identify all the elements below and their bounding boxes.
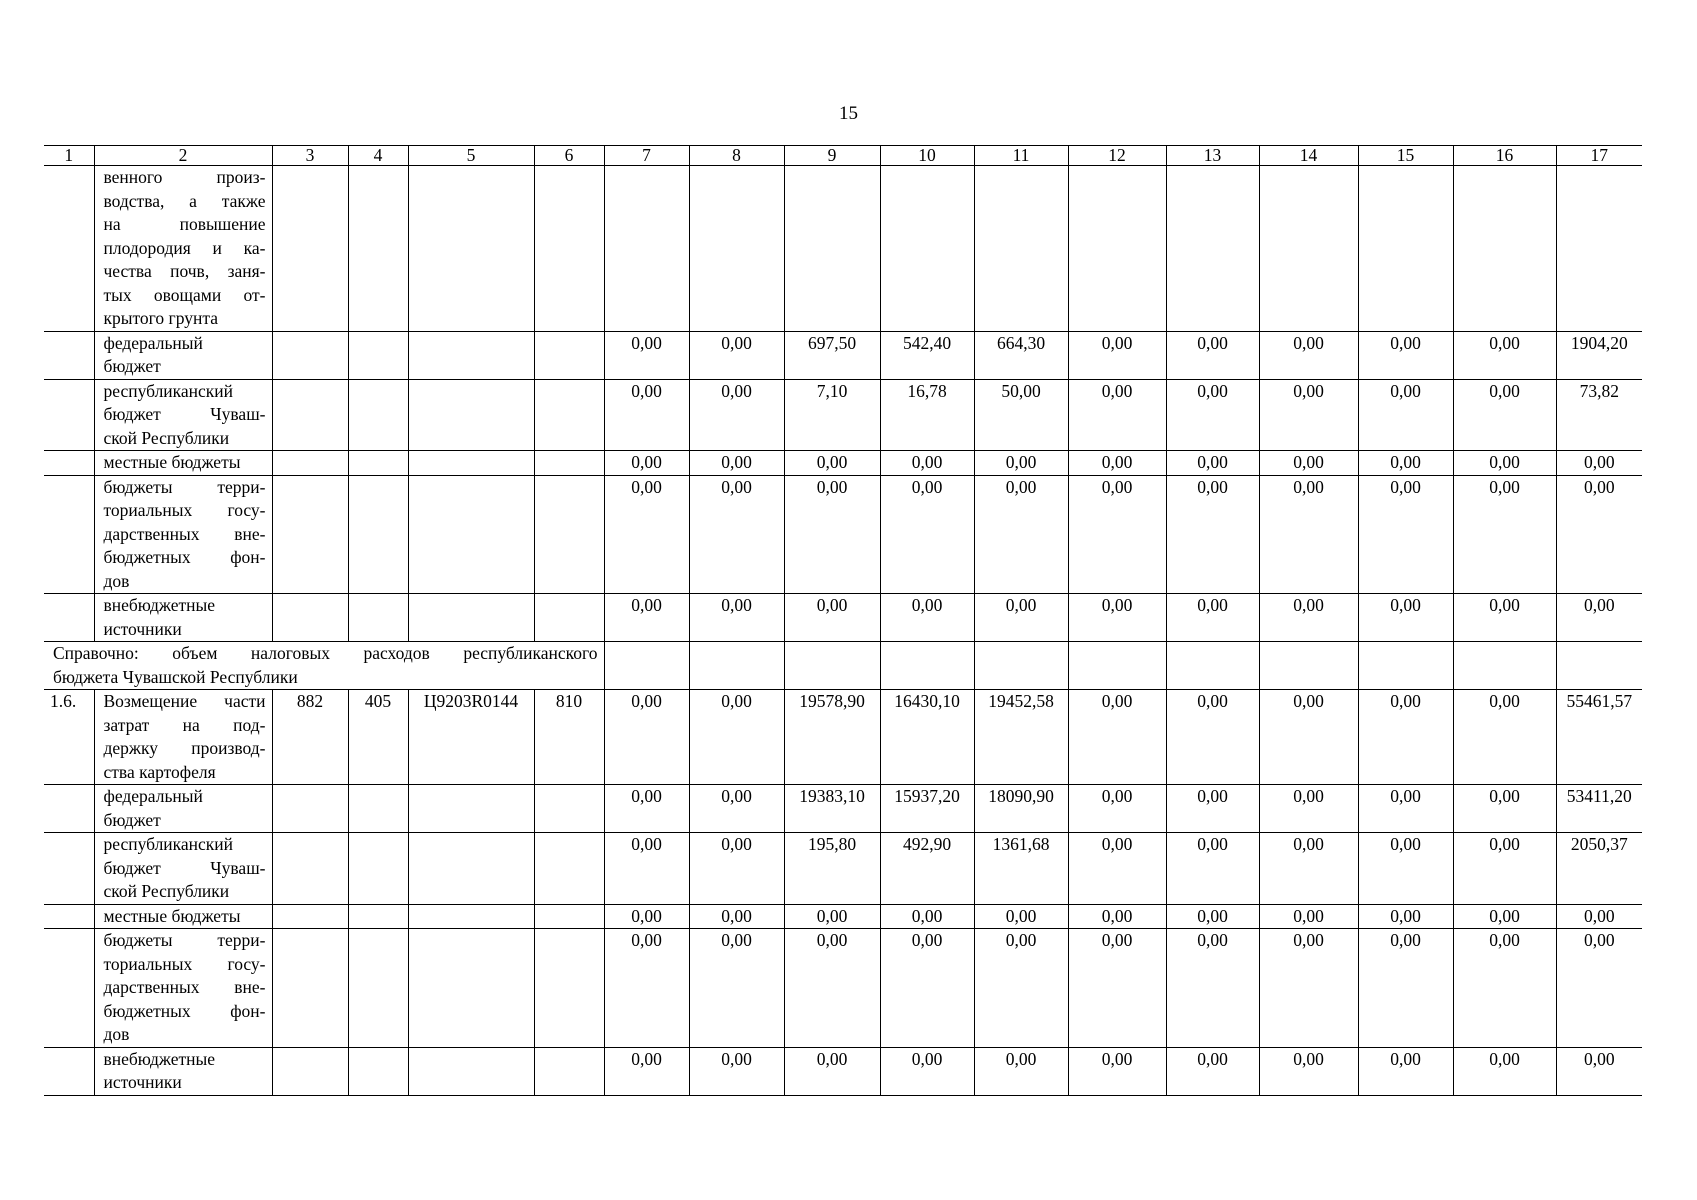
empty-cell	[348, 904, 408, 929]
empty-cell	[348, 331, 408, 379]
value-cell: 0,00	[689, 904, 784, 929]
value-cell: 0,00	[1358, 379, 1453, 451]
value-cell: 50,00	[974, 379, 1068, 451]
value-cell: 0,00	[1556, 475, 1642, 594]
empty-cell	[604, 166, 689, 332]
value-cell: 16430,10	[880, 690, 974, 785]
value-cell: 0,00	[784, 451, 880, 476]
empty-cell	[272, 331, 348, 379]
empty-cell	[1259, 166, 1358, 332]
description-line: местные бюджеты	[103, 905, 241, 926]
row-number	[44, 166, 94, 332]
value-cell: 0,00	[1453, 929, 1556, 1048]
empty-cell	[272, 1047, 348, 1095]
value-cell: 697,50	[784, 331, 880, 379]
empty-cell	[272, 451, 348, 476]
empty-cell	[1556, 642, 1642, 690]
column-header: 14	[1259, 146, 1358, 166]
empty-cell	[1556, 166, 1642, 332]
description-line: затрат на под-	[103, 714, 266, 735]
value-cell: 0,00	[689, 594, 784, 642]
description-line: бюджета Чувашской Республики	[53, 666, 298, 687]
empty-cell	[408, 451, 534, 476]
empty-cell	[348, 451, 408, 476]
code-cell: 405	[348, 690, 408, 785]
column-header: 5	[408, 146, 534, 166]
table-row	[44, 451, 1642, 476]
empty-cell	[408, 594, 534, 642]
value-cell: 0,00	[1166, 833, 1259, 905]
empty-cell	[784, 166, 880, 332]
description-line: федеральный	[103, 332, 203, 353]
empty-cell	[348, 785, 408, 833]
empty-cell	[880, 166, 974, 332]
table-row	[44, 379, 1642, 451]
description-line: бюджет	[103, 809, 161, 830]
description-line: плодородия и ка-	[103, 237, 266, 258]
empty-cell	[534, 785, 604, 833]
column-header: 12	[1068, 146, 1166, 166]
empty-cell	[534, 379, 604, 451]
value-cell: 0,00	[1358, 331, 1453, 379]
row-description	[94, 331, 272, 379]
value-cell: 0,00	[784, 475, 880, 594]
value-cell: 1904,20	[1556, 331, 1642, 379]
description-line: дарственных вне-	[103, 977, 266, 997]
empty-cell	[348, 833, 408, 905]
value-cell: 19452,58	[974, 690, 1068, 785]
value-cell: 0,00	[1166, 690, 1259, 785]
empty-cell	[408, 1047, 534, 1095]
column-header: 6	[534, 146, 604, 166]
column-header: 11	[974, 146, 1068, 166]
value-cell: 0,00	[689, 1047, 784, 1095]
value-cell: 0,00	[1556, 451, 1642, 476]
description-line: бюджеты терри-	[103, 476, 266, 497]
value-cell: 0,00	[1453, 690, 1556, 785]
empty-cell	[534, 594, 604, 642]
value-cell: 0,00	[1166, 379, 1259, 451]
description-line: республиканский	[103, 380, 234, 401]
code-cell: 810	[534, 690, 604, 785]
value-cell: 0,00	[689, 475, 784, 594]
value-cell: 0,00	[1259, 690, 1358, 785]
value-cell: 0,00	[1166, 1047, 1259, 1095]
row-number	[44, 1047, 94, 1095]
row-description	[94, 929, 272, 1048]
empty-cell	[408, 379, 534, 451]
row-number	[44, 475, 94, 594]
empty-cell	[408, 833, 534, 905]
row-description	[94, 379, 272, 451]
empty-cell	[408, 166, 534, 332]
value-cell: 0,00	[604, 475, 689, 594]
description-line: венного произ-	[103, 167, 266, 187]
table-row	[44, 929, 1642, 1048]
empty-cell	[408, 331, 534, 379]
empty-cell	[534, 1047, 604, 1095]
table-row	[44, 904, 1642, 929]
value-cell: 0,00	[1453, 379, 1556, 451]
value-cell: 0,00	[1068, 475, 1166, 594]
value-cell: 0,00	[689, 690, 784, 785]
page-number: 15	[839, 103, 858, 124]
empty-cell	[1453, 166, 1556, 332]
value-cell: 0,00	[689, 929, 784, 1048]
value-cell: 0,00	[1358, 451, 1453, 476]
description-line: местные бюджеты	[103, 452, 241, 472]
row-description	[94, 166, 272, 332]
value-cell: 0,00	[880, 451, 974, 476]
row-number	[44, 904, 94, 929]
empty-cell	[880, 642, 974, 690]
empty-cell	[348, 1047, 408, 1095]
value-cell: 0,00	[1453, 475, 1556, 594]
value-cell: 0,00	[1068, 1047, 1166, 1095]
description-line: бюджеты терри-	[103, 930, 266, 950]
value-cell: 0,00	[1259, 331, 1358, 379]
value-cell: 0,00	[1259, 904, 1358, 929]
value-cell: 0,00	[1453, 904, 1556, 929]
value-cell: 55461,57	[1556, 690, 1642, 785]
value-cell: 0,00	[1068, 451, 1166, 476]
value-cell: 0,00	[880, 1047, 974, 1095]
value-cell: 0,00	[1358, 594, 1453, 642]
empty-cell	[689, 642, 784, 690]
description-line: держку производ-	[103, 738, 266, 758]
description-line: источники	[103, 618, 182, 639]
table-row	[44, 1047, 1642, 1095]
row-description	[94, 785, 272, 833]
value-cell: 0,00	[1556, 1047, 1642, 1095]
empty-cell	[348, 379, 408, 451]
empty-cell	[534, 833, 604, 905]
value-cell: 0,00	[1068, 379, 1166, 451]
row-description	[94, 833, 272, 905]
row-number	[44, 785, 94, 833]
value-cell: 73,82	[1556, 379, 1642, 451]
value-cell: 0,00	[604, 785, 689, 833]
empty-cell	[534, 166, 604, 332]
value-cell: 0,00	[1358, 785, 1453, 833]
description-line: Возмещение части	[103, 691, 266, 711]
value-cell: 0,00	[1358, 929, 1453, 1048]
value-cell: 0,00	[1259, 785, 1358, 833]
value-cell: 53411,20	[1556, 785, 1642, 833]
value-cell: 0,00	[1166, 904, 1259, 929]
description-line: внебюджетные	[103, 595, 216, 615]
value-cell: 0,00	[1166, 929, 1259, 1048]
description-line: чества почв, заня-	[103, 261, 266, 281]
code-cell: Ц9203R0144	[408, 690, 534, 785]
value-cell: 0,00	[1068, 331, 1166, 379]
row-description	[94, 475, 272, 594]
value-cell: 0,00	[974, 904, 1068, 929]
value-cell: 0,00	[1453, 785, 1556, 833]
empty-cell	[604, 642, 689, 690]
empty-cell	[272, 785, 348, 833]
header-row	[44, 146, 1642, 166]
description-line: ской Республики	[103, 427, 230, 448]
column-header: 2	[94, 146, 272, 166]
value-cell: 0,00	[604, 451, 689, 476]
value-cell: 0,00	[689, 785, 784, 833]
value-cell: 16,78	[880, 379, 974, 451]
value-cell: 0,00	[1556, 594, 1642, 642]
value-cell: 0,00	[1166, 785, 1259, 833]
value-cell: 0,00	[1166, 331, 1259, 379]
empty-cell	[348, 475, 408, 594]
description-line: бюджет Чуваш-	[103, 404, 266, 424]
value-cell: 0,00	[1068, 833, 1166, 905]
value-cell: 0,00	[784, 594, 880, 642]
row-number	[44, 331, 94, 379]
description-line: ской Республики	[103, 881, 230, 901]
value-cell: 0,00	[974, 929, 1068, 1048]
row-number	[44, 594, 94, 642]
value-cell: 0,00	[1259, 451, 1358, 476]
table-row	[44, 331, 1642, 379]
value-cell: 0,00	[1358, 833, 1453, 905]
row-description	[94, 594, 272, 642]
value-cell: 0,00	[1259, 475, 1358, 594]
table-row	[44, 833, 1642, 905]
description-line: ториальных госу-	[103, 500, 266, 520]
value-cell: 0,00	[880, 594, 974, 642]
value-cell: 0,00	[604, 331, 689, 379]
empty-cell	[1358, 642, 1453, 690]
column-header: 4	[348, 146, 408, 166]
value-cell: 0,00	[784, 1047, 880, 1095]
empty-cell	[534, 929, 604, 1048]
empty-cell	[408, 785, 534, 833]
value-cell: 1361,68	[974, 833, 1068, 905]
value-cell: 0,00	[1166, 451, 1259, 476]
value-cell: 0,00	[1453, 594, 1556, 642]
value-cell: 0,00	[1453, 833, 1556, 905]
value-cell: 7,10	[784, 379, 880, 451]
column-header: 13	[1166, 146, 1259, 166]
value-cell: 0,00	[1259, 379, 1358, 451]
table-row	[44, 166, 1642, 332]
value-cell: 0,00	[1068, 904, 1166, 929]
value-cell: 0,00	[1259, 929, 1358, 1048]
value-cell: 0,00	[1259, 594, 1358, 642]
empty-cell	[1166, 166, 1259, 332]
value-cell: 0,00	[1358, 475, 1453, 594]
value-cell: 492,90	[880, 833, 974, 905]
value-cell: 0,00	[1166, 475, 1259, 594]
column-header: 3	[272, 146, 348, 166]
value-cell: 0,00	[1068, 929, 1166, 1048]
empty-cell	[348, 594, 408, 642]
empty-cell	[272, 904, 348, 929]
budget-table	[44, 145, 1642, 1096]
value-cell: 0,00	[689, 451, 784, 476]
empty-cell	[784, 642, 880, 690]
empty-cell	[272, 929, 348, 1048]
description-line: республиканский	[103, 834, 234, 854]
value-cell: 0,00	[604, 379, 689, 451]
item-row	[44, 690, 1642, 785]
value-cell: 0,00	[604, 594, 689, 642]
empty-cell	[534, 475, 604, 594]
value-cell: 0,00	[1453, 1047, 1556, 1095]
empty-cell	[272, 166, 348, 332]
value-cell: 0,00	[689, 331, 784, 379]
description-line: внебюджетные	[103, 1048, 216, 1069]
empty-cell	[272, 475, 348, 594]
value-cell: 0,00	[604, 690, 689, 785]
empty-cell	[534, 451, 604, 476]
description-line: ториальных госу-	[103, 953, 266, 974]
row-number	[44, 451, 94, 476]
value-cell: 0,00	[1556, 904, 1642, 929]
value-cell: 0,00	[1259, 833, 1358, 905]
description-line: дарственных вне-	[103, 523, 266, 544]
empty-cell	[534, 904, 604, 929]
empty-cell	[408, 475, 534, 594]
row-number	[44, 379, 94, 451]
value-cell: 0,00	[974, 451, 1068, 476]
item-number: 1.6.	[44, 690, 94, 785]
row-number	[44, 833, 94, 905]
value-cell: 0,00	[1453, 451, 1556, 476]
value-cell: 0,00	[604, 833, 689, 905]
empty-cell	[1166, 642, 1259, 690]
value-cell: 0,00	[1259, 1047, 1358, 1095]
empty-cell	[272, 833, 348, 905]
value-cell: 0,00	[784, 929, 880, 1048]
value-cell: 2050,37	[1556, 833, 1642, 905]
description-line: на повышение	[103, 214, 266, 234]
description-line: дов	[103, 570, 130, 591]
value-cell: 0,00	[1166, 594, 1259, 642]
table-row	[44, 785, 1642, 833]
column-header: 15	[1358, 146, 1453, 166]
description-line: водства, а также	[103, 190, 266, 211]
value-cell: 0,00	[974, 1047, 1068, 1095]
description-line: крытого грунта	[103, 308, 218, 328]
column-header: 17	[1556, 146, 1642, 166]
description-line: Справочно: объем налоговых расходов республиканского	[53, 643, 598, 663]
empty-cell	[689, 166, 784, 332]
empty-cell	[974, 642, 1068, 690]
empty-cell	[408, 904, 534, 929]
value-cell: 0,00	[784, 904, 880, 929]
description-line: бюджет Чуваш-	[103, 857, 266, 878]
empty-cell	[1068, 166, 1166, 332]
note-row	[44, 642, 1642, 690]
empty-cell	[348, 929, 408, 1048]
description-line: бюджетных фон-	[103, 1000, 266, 1021]
description-line: ства картофеля	[103, 761, 216, 782]
empty-cell	[534, 331, 604, 379]
value-cell: 0,00	[880, 929, 974, 1048]
value-cell: 0,00	[1358, 690, 1453, 785]
description-line: бюджетных фон-	[103, 547, 266, 567]
column-header: 16	[1453, 146, 1556, 166]
column-header: 7	[604, 146, 689, 166]
value-cell: 0,00	[880, 475, 974, 594]
value-cell: 0,00	[1358, 904, 1453, 929]
value-cell: 19578,90	[784, 690, 880, 785]
row-description	[94, 451, 272, 476]
column-header: 9	[784, 146, 880, 166]
row-description	[94, 904, 272, 929]
description-line: источники	[103, 1072, 182, 1092]
column-header: 8	[689, 146, 784, 166]
value-cell: 19383,10	[784, 785, 880, 833]
value-cell: 0,00	[974, 594, 1068, 642]
row-description	[94, 1047, 272, 1095]
value-cell: 18090,90	[974, 785, 1068, 833]
value-cell: 0,00	[974, 475, 1068, 594]
value-cell: 0,00	[604, 904, 689, 929]
value-cell: 0,00	[1358, 1047, 1453, 1095]
value-cell: 0,00	[1556, 929, 1642, 1048]
value-cell: 195,80	[784, 833, 880, 905]
empty-cell	[348, 166, 408, 332]
value-cell: 0,00	[604, 1047, 689, 1095]
value-cell: 0,00	[689, 379, 784, 451]
value-cell: 0,00	[880, 904, 974, 929]
value-cell: 0,00	[1453, 331, 1556, 379]
description-line: федеральный	[103, 786, 203, 806]
description-line: дов	[103, 1024, 130, 1044]
column-header: 10	[880, 146, 974, 166]
value-cell: 0,00	[1068, 785, 1166, 833]
empty-cell	[974, 166, 1068, 332]
value-cell: 0,00	[1068, 594, 1166, 642]
empty-cell	[1453, 642, 1556, 690]
note-text	[44, 642, 604, 690]
empty-cell	[1068, 642, 1166, 690]
empty-cell	[1259, 642, 1358, 690]
column-header: 1	[44, 146, 94, 166]
empty-cell	[272, 379, 348, 451]
code-cell: 882	[272, 690, 348, 785]
description-line: бюджет	[103, 356, 161, 376]
row-number	[44, 929, 94, 1048]
empty-cell	[1358, 166, 1453, 332]
row-description	[94, 690, 272, 785]
value-cell: 664,30	[974, 331, 1068, 379]
value-cell: 542,40	[880, 331, 974, 379]
table-row	[44, 594, 1642, 642]
value-cell: 0,00	[1068, 690, 1166, 785]
value-cell: 0,00	[604, 929, 689, 1048]
empty-cell	[408, 929, 534, 1048]
value-cell: 15937,20	[880, 785, 974, 833]
value-cell: 0,00	[689, 833, 784, 905]
description-line: тых овощами от-	[103, 284, 266, 305]
table-row	[44, 475, 1642, 594]
empty-cell	[272, 594, 348, 642]
